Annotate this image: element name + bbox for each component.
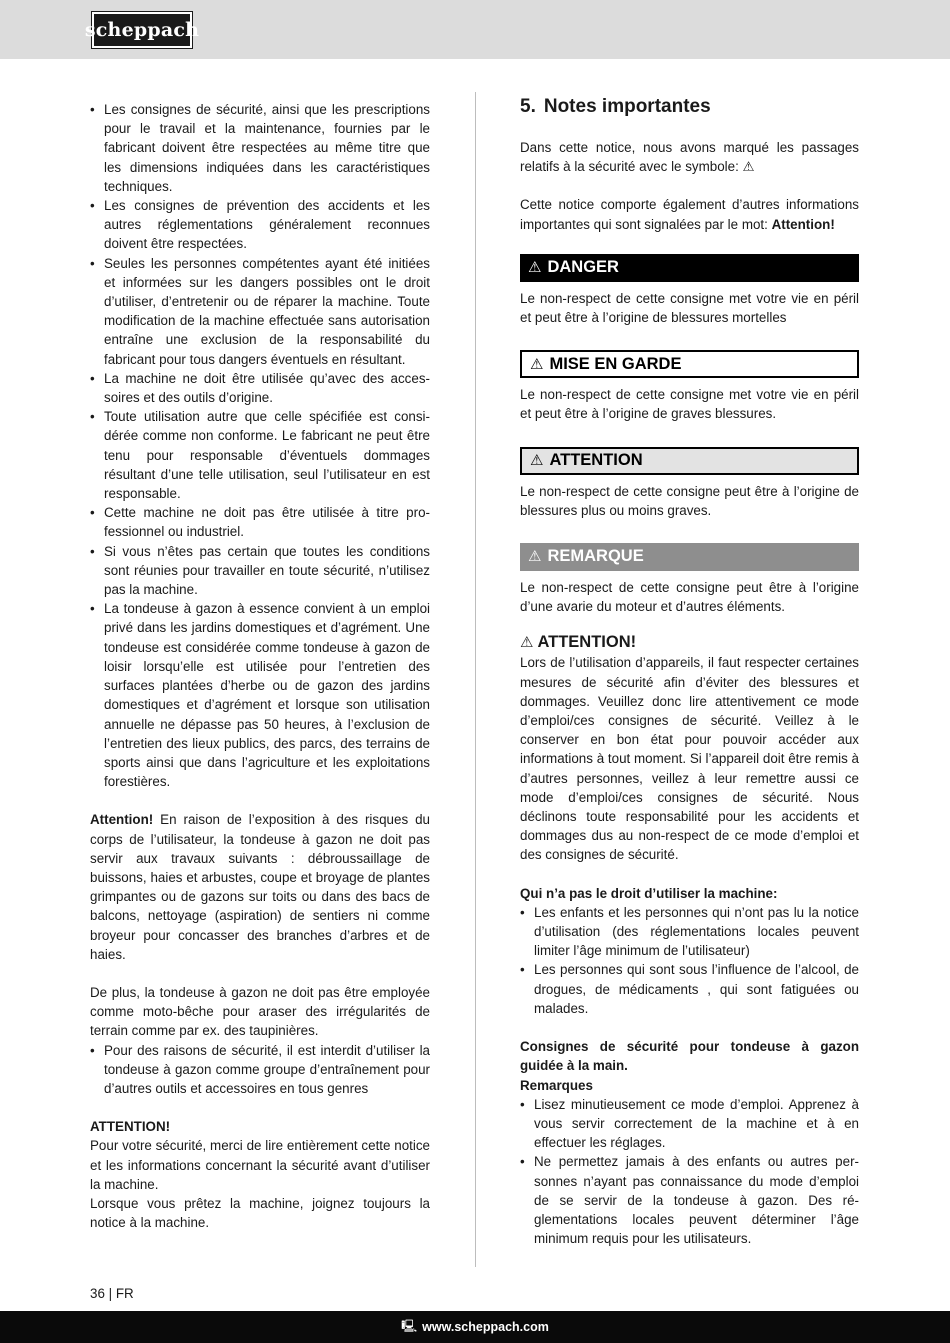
list-item: • La tondeuse à gazon à essence convient à un emploi privé dans les jardins domestiques et d’agrément. Une tondeuse est considérée comme tondeuse à gazon de loisir lorsqu’elle est utilisée pour l’entretien des surfaces plantées d’herbe ou de gazon des jardins domestiques et d’agrément et lorsque son utilisation annuelle ne dépasse pas 50 heures, à l’exclusion de l’entretien des lieux publics, des parcs, des terrains de sports ainsi que dans l’agriculture et les exploitations forestières. [90, 599, 430, 791]
warning-icon: ⚠ [530, 355, 544, 373]
attention-text-1: Pour votre sécurité, merci de lire entièrement cette notice et les informations concernant la sécurité avant d’utiliser la machine. [90, 1138, 430, 1192]
page-header [0, 0, 950, 59]
list-item: • Toute utilisation autre que celle spécifiée est considérée comme non conforme. Le fabricant ne peut être tenu pour responsable d’éventuels dommages résultant d’une telle utilisation, seul l’utilisateur en est responsable. [90, 407, 430, 503]
page-number-value: 36 [90, 1286, 105, 1301]
attention-heading-left: ATTENTION! [90, 1119, 171, 1135]
left-column [90, 100, 430, 1232]
column-divider [475, 92, 476, 1267]
attention-box [520, 447, 859, 475]
mise-en-garde-box [520, 350, 859, 378]
list-item: • Ne permettez jamais à des enfants ou autres personnes n’ayant pas connaissance du mode d’emploi de se servir de la tondeuse à gazon. Des réglementations locales peuvent déterminer l’âge minimum requis pour les utilisateurs. [520, 1152, 859, 1248]
list-item: • La machine ne doit être utilisée qu’avec des accessoires et des outils d’origine. [90, 369, 430, 407]
intro-paragraph-1: Dans cette notice, nous avons marqué les passages relatifs à la sécurité avec le symbole: ⚠ [520, 140, 859, 175]
qui-bullet-list [520, 903, 859, 1018]
list-item: • Seules les personnes compétentes ayant été initiées et informées sur les dangers possibles ont le droit d’utiliser, d’entretenir ou de réparer la machine. Toute modification de la machine effectuée sans autorisation entraîne une exclusion de la responsabilité du fabricant pour tous dangers éventuels en résultant. [90, 254, 430, 369]
intro-text: Cette notice comporte également d’autres informations importantes qui sont signalées par le mot: [520, 197, 859, 232]
monitor-icon: 🖳 [401, 1318, 418, 1333]
attention-text: En raison de l’exposition à des risques du corps de l’utilisateur, la tondeuse à gazon ne doit pas servir aux travaux suivants : débroussaillage de buissons, haies et arbustes, coupe et broyage de plantes grimpantes ou de gazons sur toits ou dans des bacs de balcons, nettoyage (aspiration) de sentiers ni comme broyeur pour concasser des branches d’arbres et de haies. [90, 812, 430, 962]
list-item: • Les personnes qui sont sous l’influence de l’alcool, de drogues, de médicaments , qui sont fatiguées ou malades. [520, 960, 859, 1018]
attention-heading [520, 632, 859, 653]
intro-bold: Attention! [771, 216, 835, 232]
list-item: • Lisez minutieusement ce mode d’emploi. Apprenez à vous servir correctement de la machine et à en effectuer les réglages. [520, 1095, 859, 1153]
section-number: 5. [520, 96, 536, 117]
language-code: FR [115, 1286, 134, 1301]
scheppach-logo: scheppach [92, 12, 192, 48]
page-footer [0, 1311, 950, 1343]
mise-en-garde-text: Le non-respect de cette consigne met votre vie en péril et peut être à l’origine de graves blessures. [520, 387, 859, 422]
attention-heading-text: ATTENTION! [537, 633, 637, 652]
section-title-text: Notes importantes [543, 96, 711, 117]
intro-paragraph-2 [520, 195, 859, 233]
list-item: • Les enfants et les personnes qui n’ont pas lu la notice d’utilisation (des réglementations locales peuvent limiter l’âge minimum de l’utilisateur) [520, 903, 859, 961]
danger-text: Le non-respect de cette consigne met votre vie en péril et peut être à l’origine de blessures mortelles [520, 290, 859, 326]
list-item: • Les consignes de prévention des accidents et les autres réglementations généralement reconnues doivent être respectées. [90, 196, 430, 254]
attention-text-2: Lorsque vous prêtez la machine, joignez toujours la notice à la machine. [90, 1195, 430, 1231]
danger-label: DANGER [547, 258, 619, 277]
remarques-bullet-list [520, 1095, 859, 1249]
warning-icon: ⚠ [528, 548, 542, 566]
warning-icon: ⚠ [530, 452, 544, 470]
attention-box-text: Le non-respect de cette consigne peut être à l’origine de blessures plus ou moins graves. [520, 483, 859, 518]
remarques-heading: Remarques [520, 1077, 593, 1093]
de-plus-paragraph: De plus, la tondeuse à gazon ne doit pas être employée comme moto-bêche pour araser des irrégularités de terrain comme par ex. des taupinières. [90, 984, 430, 1039]
remarque-box [520, 543, 859, 571]
danger-box [520, 254, 859, 282]
warning-icon: ⚠ [520, 634, 534, 652]
page-number: 36 | FR [90, 1286, 134, 1301]
mise-en-garde-label: MISE EN GARDE [549, 354, 682, 373]
engine-bullet-list [90, 1041, 430, 1099]
consignes-heading: Consignes de sécurité pour tondeuse à gazon guidée à la main. [520, 1039, 859, 1074]
warning-icon: ⚠ [528, 259, 542, 277]
website-link[interactable]: www.scheppach.com [422, 1320, 549, 1334]
safety-bullet-list [90, 100, 430, 791]
list-item: • Pour des raisons de sécurité, il est interdit d’utiliser la tondeuse à gazon comme groupe d’entraînement pour d’autres outils et accessoires en tous genres [90, 1041, 430, 1099]
attention-label: Attention! [90, 812, 154, 828]
right-column [520, 94, 859, 1248]
remarque-text: Le non-respect de cette consigne peut être à l’origine d’une avarie du moteur et d’autres éléments. [520, 580, 859, 615]
attention-label: ATTENTION [549, 451, 643, 470]
list-item: • Cette machine ne doit pas être utilisée à titre professionnel ou industriel. [90, 503, 430, 541]
list-item: • Les consignes de sécurité, ainsi que les prescriptions pour le travail et la maintenance, fournies par le fabricant doivent être respectées au même titre que les dimensions indiquées dans les caractéristiques techniques. [90, 100, 430, 196]
section-title [520, 94, 859, 120]
qui-heading: Qui n’a pas le droit d’utiliser la machine: [520, 885, 778, 901]
list-item: • Si vous n’êtes pas certain que toutes les conditions sont réunies pour travailler en toute sécurité, n’utilisez pas la machine. [90, 542, 430, 600]
attention-body: Lors de l’utilisation d’appareils, il faut respecter certaines mesures de sécurité afin d’éviter des blessures et dommages. Veuillez donc lire attentivement ce mode d’emploi/ces consignes de sécurité. Veillez à le conserver en bon état pour pouvoir accéder aux informations à tout moment. Si l’appareil doit être remis à d’autres personnes, veillez à leur remettre aussi ce mode d’emploi/ces consignes de sécurité. Nous déclinons toute responsabilité pour les accidents et dommages dus au non-respect de ce mode d’emploi et des consignes de sécurité. [520, 655, 859, 863]
attention-paragraph [90, 810, 430, 964]
remarque-label: REMARQUE [547, 547, 644, 566]
